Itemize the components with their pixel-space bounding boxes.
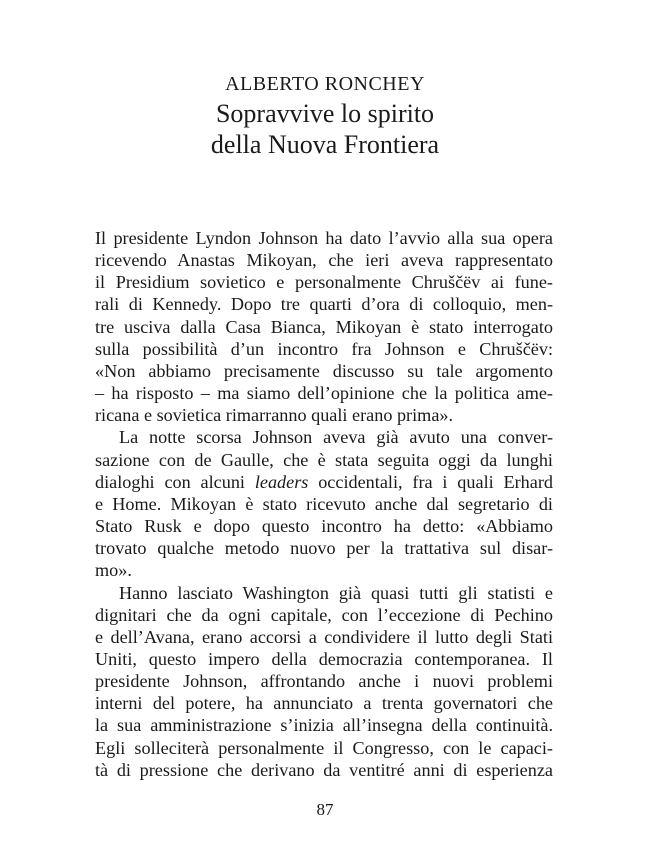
article-header [0,72,650,160]
text-line: trovato qualche metodo nuovo per la trattativa sul disar- [95,538,553,559]
paragraph-1 [95,227,553,426]
text-line: Uniti, questo impero della democrazia contemporanea. Il [95,648,553,669]
article-title [0,98,650,160]
text-line: e Home. Mikoyan è stato ricevuto anche dal segretario di [95,493,553,514]
text-line: Stato Rusk e dopo questo incontro ha detto: «Abbiamo [95,516,553,537]
text-line: Il presidente Lyndon Johnson ha dato l’avvio alla sua opera [95,228,553,248]
text-line: mo». [95,560,132,581]
text-line: ricana e sovietica rimarranno quali erano prima». [95,405,454,426]
text-line: dignitari che da ogni capitale, con l’eccezione di Pechino [95,604,553,625]
text-line: ricevendo Anastas Mikoyan, che ieri aveva rappresentato [95,250,553,271]
page-number: 87 [316,800,334,819]
text-line: «Non abbiamo precisamente discusso su tale argomento [95,360,553,381]
text-line: sulla possibilità d’un incontro fra Johnson e Chruščёv: [95,338,553,359]
author-name: ALBERTO RONCHEY [225,73,425,95]
text-line: e dell’Avana, erano accorsi a condividere il lutto degli Stati [95,626,553,647]
text-line: tre usciva dalla Casa Bianca, Mikoyan è stato interrogato [95,316,553,337]
text-line: sazione con de Gaulle, che è stata seguita oggi da lunghi [95,449,553,470]
text-line: La notte scorsa Johnson aveva già avuto una conver- [119,427,553,448]
text-line: dialoghi con alcuni leaders occidentali, fra i quali Erhard [95,471,553,492]
text-line: il Presidium sovietico e personalmente Chruščёv ai fune- [95,272,553,293]
article-body [95,227,553,781]
text-line: Hanno lasciato Washington già quasi tutti gli statisti e [119,582,553,603]
text-line: – ha risposto – ma siamo dell’opinione che la politica ame- [95,383,553,404]
text-line: Egli solleciterà personalmente il Congresso, con le capaci- [95,737,553,758]
paragraph-3 [95,582,553,781]
text-line: tà di pressione che derivano da ventitré anni di esperienza [95,759,553,780]
title-line-1: Sopravvive lo spirito [215,99,435,128]
paragraph-2 [95,426,553,581]
text-line: interni del potere, ha annunciato a trenta governatori che [95,693,553,714]
text-line: rali di Kennedy. Dopo tre quarti d’ora di colloquio, men- [95,294,553,315]
title-line-2: della Nuova Frontiera [210,130,440,159]
text-line: presidente Johnson, affrontando anche i nuovi problemi [95,671,553,692]
italic-word: leaders [254,471,309,492]
text-line: la sua amministrazione s’inizia all’insegna della continuità. [95,715,553,736]
